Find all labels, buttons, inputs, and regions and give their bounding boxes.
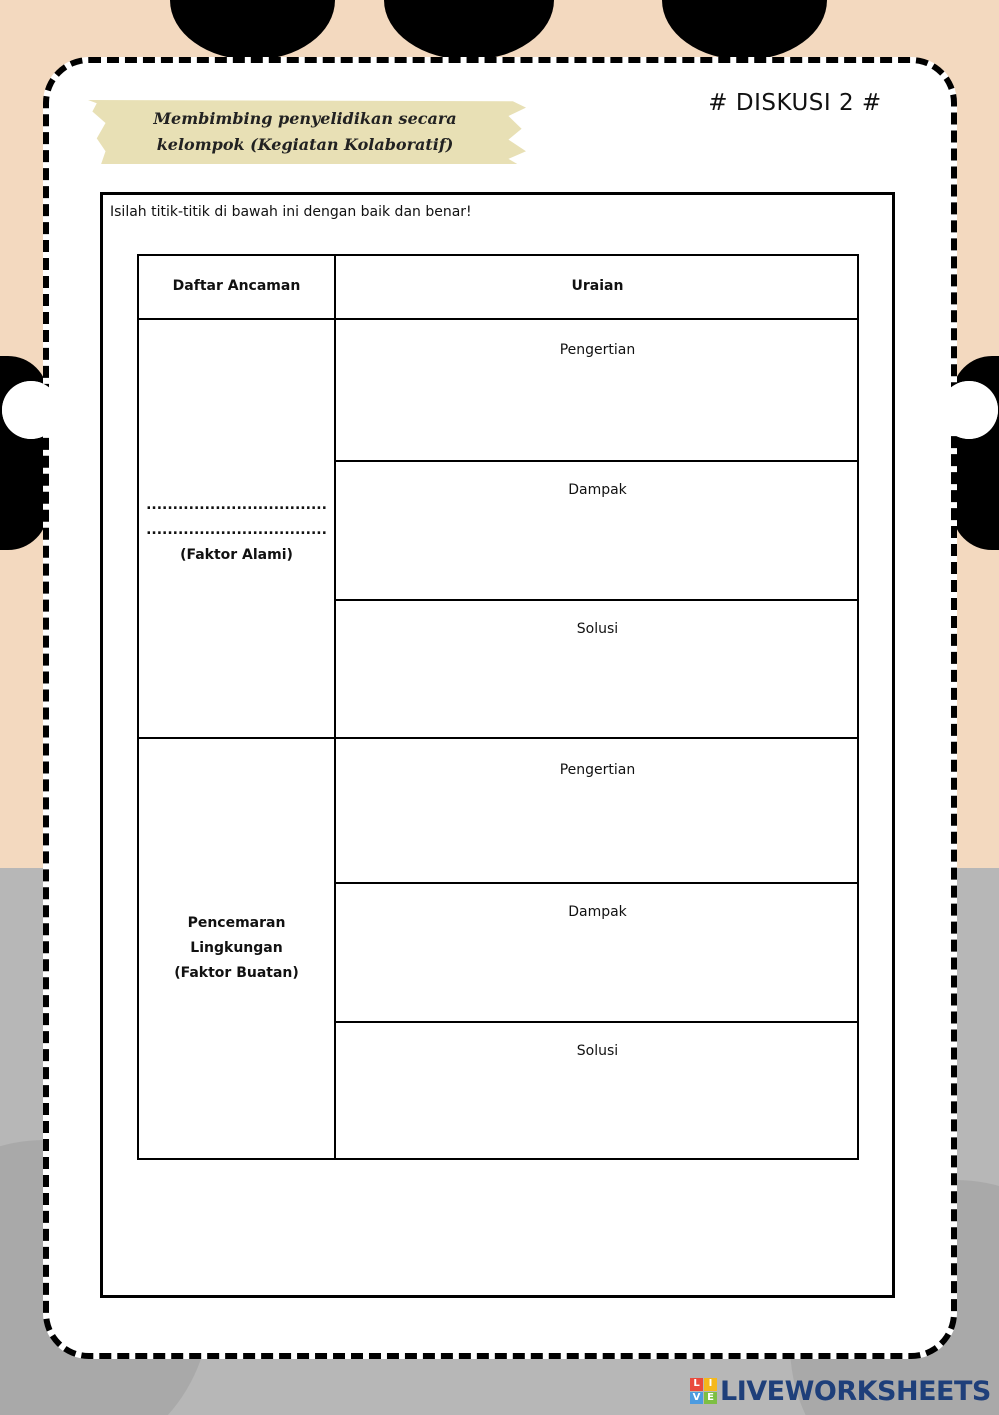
row-label-solusi: Solusi <box>576 1043 619 1059</box>
threat-name-line-1: Pencemaran <box>187 915 286 931</box>
column-header-uraian: Uraian <box>571 278 624 294</box>
threat-blank-line-2[interactable]: .................................. <box>146 522 327 538</box>
background-ear-top-2 <box>384 0 554 60</box>
liveworksheets-logo-icon <box>690 1378 716 1404</box>
row-divider-header <box>139 318 857 320</box>
row-label-pengertian: Pengertian <box>559 342 636 358</box>
brand-name: LIVEWORKSHEETS <box>720 1375 991 1407</box>
row-label-pengertian: Pengertian <box>559 762 636 778</box>
logo-letter: L <box>690 1378 703 1391</box>
threat-category-label: (Faktor Buatan) <box>174 965 299 981</box>
activity-subtitle-line-2: kelompok (Kegiatan Kolaboratif) <box>156 135 454 154</box>
row-label-dampak: Dampak <box>568 904 627 920</box>
binder-hole-right-front <box>940 381 998 439</box>
row-divider-g2-r2 <box>336 1021 857 1023</box>
threat-blank-line-1[interactable]: .................................. <box>146 497 327 513</box>
threat-cell-natural <box>139 493 334 568</box>
background-ear-top-1 <box>170 0 335 60</box>
column-header-daftar-ancaman: Daftar Ancaman <box>172 278 301 294</box>
logo-letter: I <box>704 1378 717 1391</box>
instruction-text: Isilah titik-titik di bawah ini dengan baik dan benar! <box>110 204 472 220</box>
activity-subtitle-line-1: Membimbing penyelidikan secara <box>153 109 457 128</box>
row-divider-group <box>139 737 857 739</box>
threat-table <box>137 254 859 1160</box>
row-divider-g1-r2 <box>336 599 857 601</box>
discussion-title: # DISKUSI 2 # <box>708 90 882 116</box>
threat-name-line-2: Lingkungan <box>190 940 283 956</box>
row-divider-g2-r1 <box>336 882 857 884</box>
row-divider-g1-r1 <box>336 460 857 462</box>
liveworksheets-brand[interactable] <box>690 1374 991 1408</box>
binder-hole-left-front <box>2 381 60 439</box>
activity-subtitle <box>105 106 505 158</box>
logo-letter: E <box>704 1392 717 1405</box>
row-label-solusi: Solusi <box>576 621 619 637</box>
row-label-dampak: Dampak <box>568 482 627 498</box>
background-ear-top-3 <box>662 0 827 60</box>
logo-letter: V <box>690 1392 703 1405</box>
threat-cell-manmade <box>139 911 334 986</box>
threat-category-label: (Faktor Alami) <box>180 547 293 563</box>
